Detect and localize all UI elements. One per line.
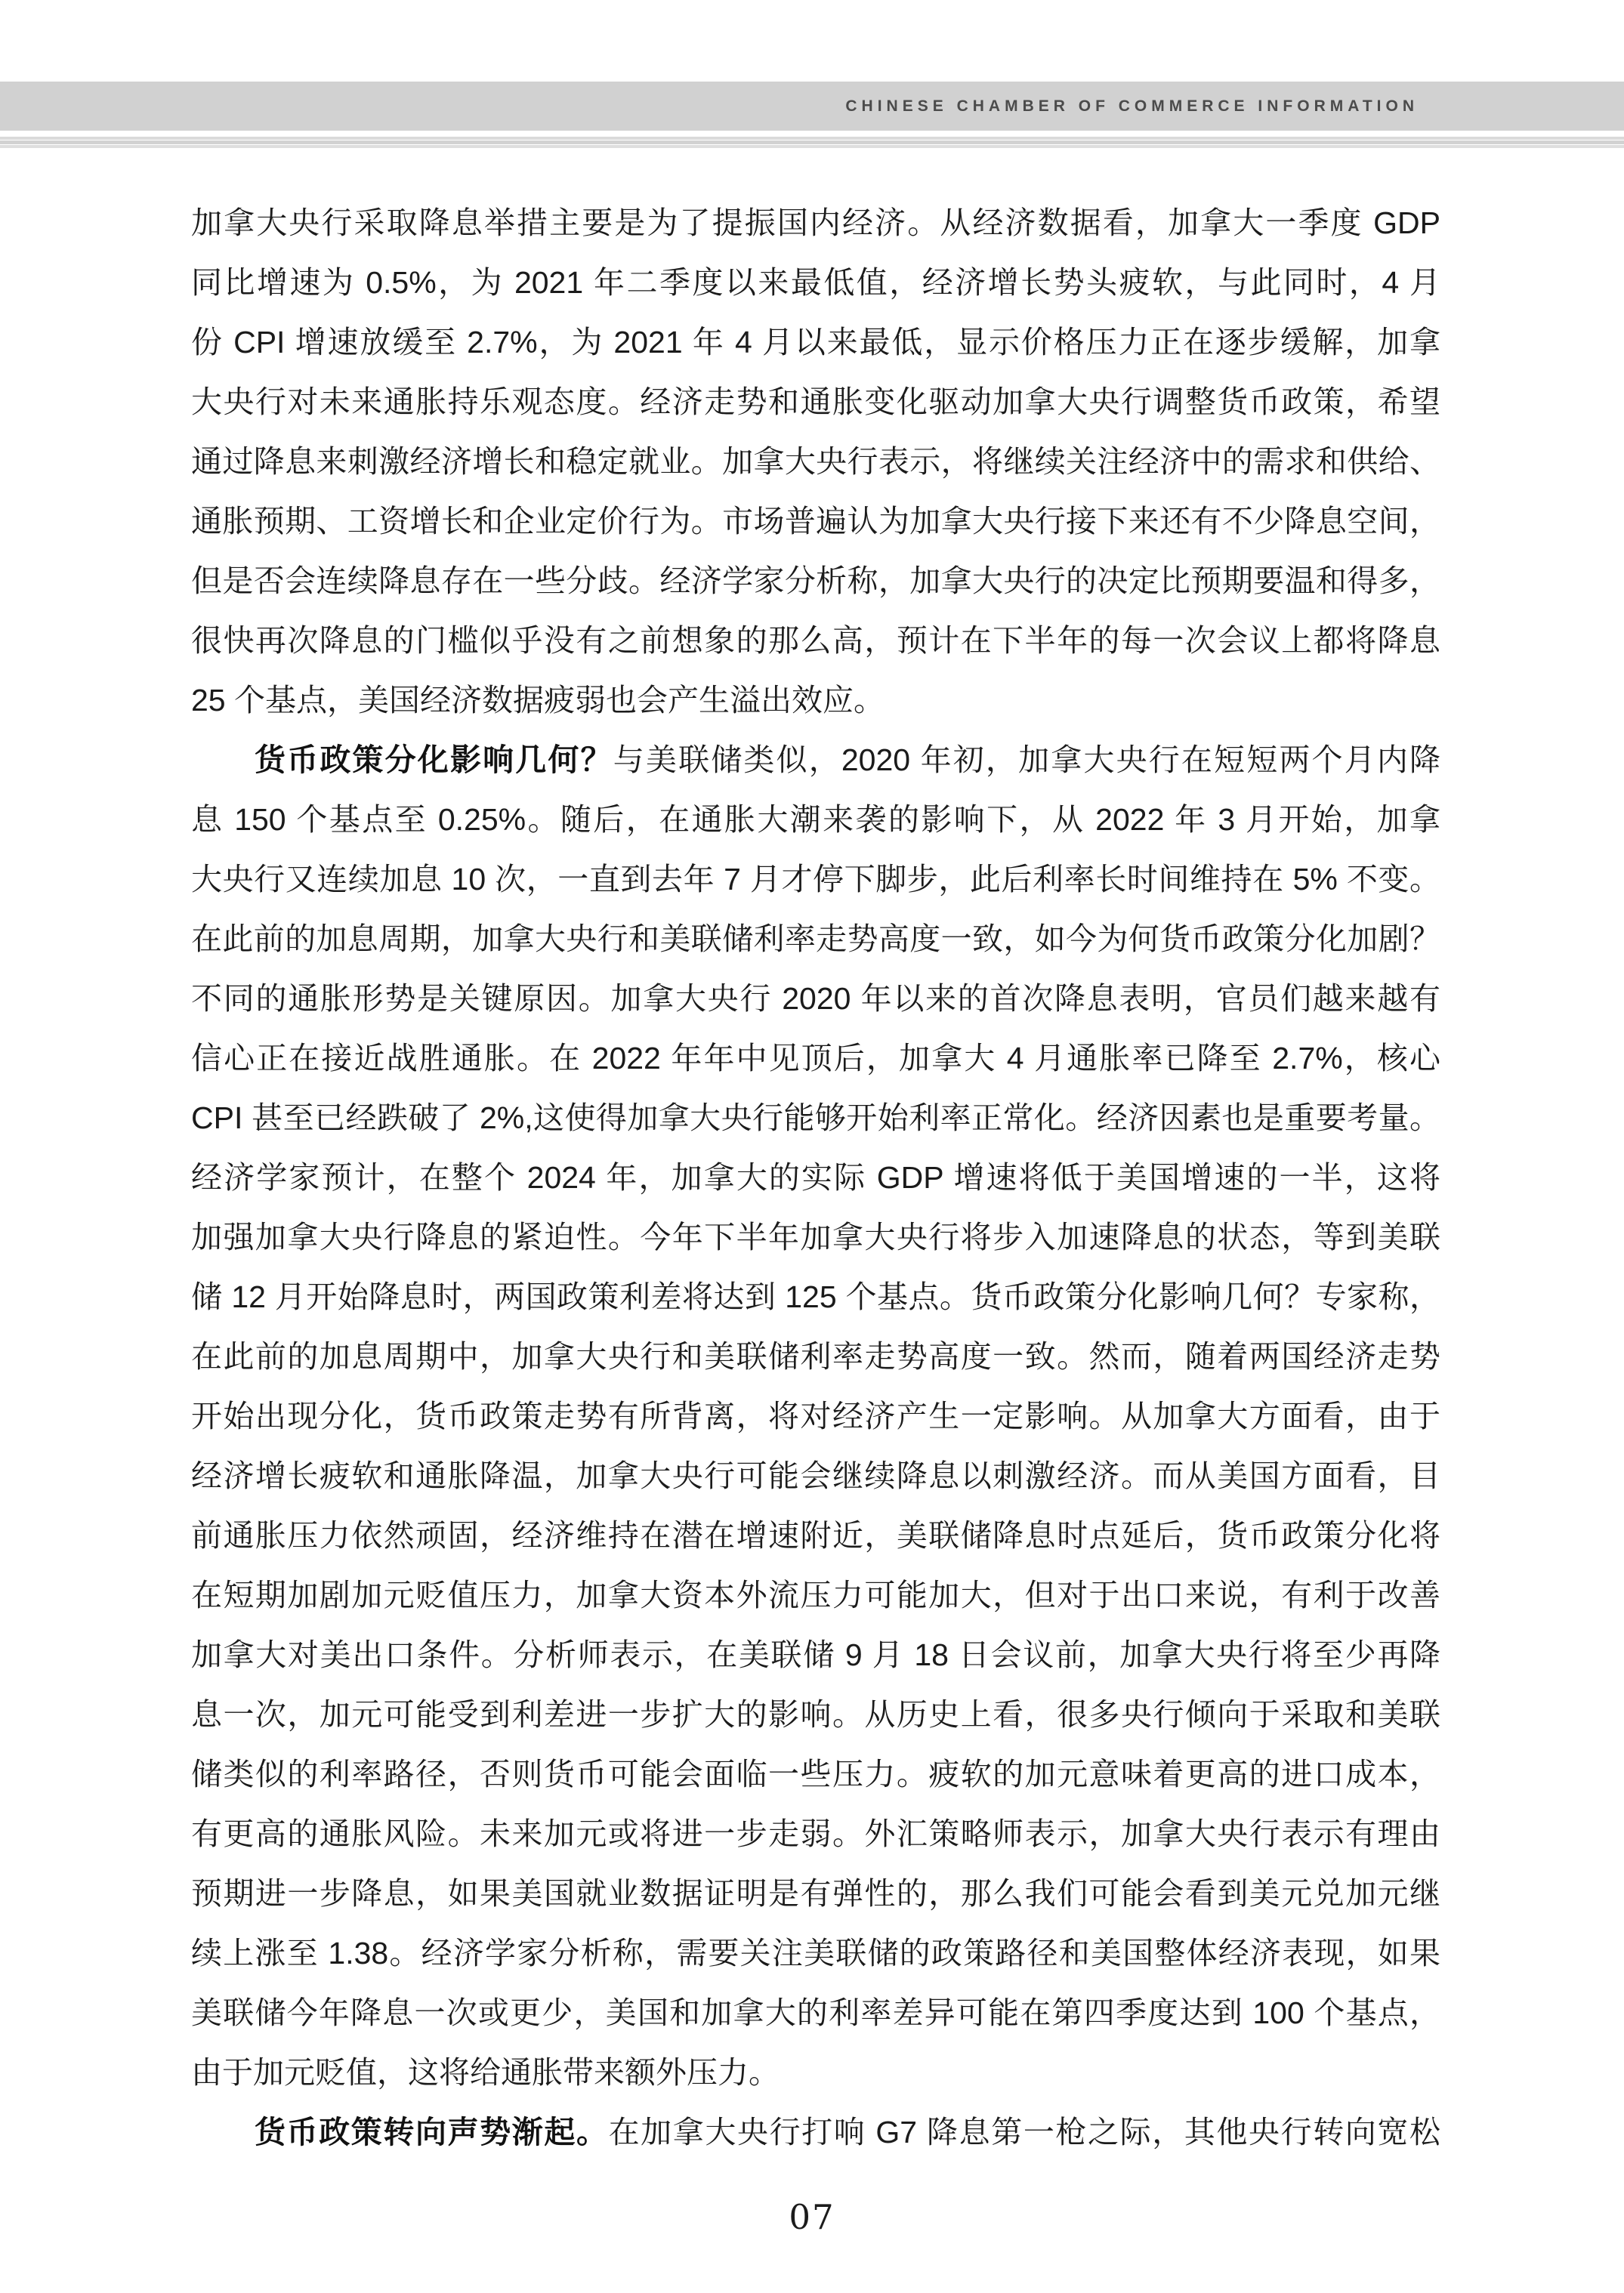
header-banner	[0, 82, 1624, 131]
body-line: 货币政策转向声势渐起。在加拿大央行打响 G7 降息第一枪之际，其他央行转向宽松	[255, 2115, 1440, 2149]
body-line: 在此前的加息周期中，加拿大央行和美联储利率走势高度一致。然而，随着两国经济走势	[191, 1339, 1440, 1374]
body-line: 加拿大央行采取降息举措主要是为了提振国内经济。从经济数据看，加拿大一季度 GDP	[191, 205, 1440, 240]
body-line: 大央行又连续加息 10 次，一直到去年 7 月才停下脚步，此后利率长时间维持在 5% 不变。	[191, 862, 1440, 897]
body-line: 份 CPI 增速放缓至 2.7%，为 2021 年 4 月以来最低，显示价格压力正在逐步缓解，加拿	[191, 325, 1440, 360]
body-line: 息一次，加元可能受到利差进一步扩大的影响。从历史上看，很多央行倾向于采取和美联	[191, 1697, 1440, 1732]
body-line: 25 个基点，美国经济数据疲弱也会产生溢出效应。	[191, 683, 885, 718]
header-divider	[0, 137, 1624, 148]
body-line: 加拿大对美出口条件。分析师表示，在美联储 9 月 18 日会议前，加拿大央行将至少再降	[191, 1637, 1440, 1672]
body-line: 储类似的利率路径，否则货币可能会面临一些压力。疲软的加元意味着更高的进口成本，	[191, 1757, 1440, 1792]
article-body	[191, 193, 1440, 2162]
body-line: 美联储今年降息一次或更少，美国和加拿大的利率差异可能在第四季度达到 100 个基点，	[191, 1995, 1440, 2030]
body-line: 有更高的通胀风险。未来加元或将进一步走弱。外汇策略师表示，加拿大央行表示有理由	[191, 1816, 1440, 1851]
body-line: 由于加元贬值，这将给通胀带来额外压力。	[191, 2055, 780, 2090]
body-line: 续上涨至 1.38。经济学家分析称，需要关注美联储的政策路径和美国整体经济表现，如果	[191, 1936, 1440, 1970]
body-line: 通胀预期、工资增长和企业定价行为。市场普遍认为加拿大央行接下来还有不少降息空间，	[191, 504, 1440, 539]
body-line: 在短期加剧加元贬值压力，加拿大资本外流压力可能加大，但对于出口来说，有利于改善	[191, 1578, 1440, 1613]
body-line: 但是否会连续降息存在一些分歧。经济学家分析称，加拿大央行的决定比预期要温和得多，	[191, 563, 1440, 598]
body-line: 通过降息来刺激经济增长和稳定就业。加拿大央行表示，将继续关注经济中的需求和供给、	[191, 444, 1440, 479]
body-line: 大央行对未来通胀持乐观态度。经济走势和通胀变化驱动加拿大央行调整货币政策，希望	[191, 384, 1440, 419]
body-line: 储 12 月开始降息时，两国政策利差将达到 125 个基点。货币政策分化影响几何？专家称，	[191, 1279, 1440, 1314]
body-line: 预期进一步降息，如果美国就业数据证明是有弹性的，那么我们可能会看到美元兑加元继	[191, 1876, 1440, 1911]
body-line: CPI 甚至已经跌破了 2%,这使得加拿大央行能够开始利率正常化。经济因素也是重要考量。	[191, 1100, 1440, 1135]
body-line: 经济增长疲软和通胀降温，加拿大央行可能会继续降息以刺激经济。而从美国方面看，目	[191, 1458, 1440, 1493]
header-banner-text: CHINESE CHAMBER OF COMMERCE INFORMATION	[845, 97, 1419, 115]
body-line: 信心正在接近战胜通胀。在 2022 年年中见顶后，加拿大 4 月通胀率已降至 2.7%，核心	[191, 1041, 1440, 1076]
body-line: 经济学家预计，在整个 2024 年，加拿大的实际 GDP 增速将低于美国增速的一半，这将	[191, 1160, 1440, 1195]
body-line: 很快再次降息的门槛似乎没有之前想象的那么高，预计在下半年的每一次会议上都将降息	[191, 623, 1440, 658]
body-line: 加强加拿大央行降息的紧迫性。今年下半年加拿大央行将步入加速降息的状态，等到美联	[191, 1220, 1440, 1255]
body-line: 在此前的加息周期，加拿大央行和美联储利率走势高度一致，如今为何货币政策分化加剧？	[191, 921, 1440, 956]
body-line: 开始出现分化，货币政策走势有所背离，将对经济产生一定影响。从加拿大方面看，由于	[191, 1399, 1440, 1434]
body-line: 同比增速为 0.5%，为 2021 年二季度以来最低值，经济增长势头疲软，与此同时，4 月	[191, 265, 1440, 300]
page-number: 07	[789, 2197, 835, 2237]
bold-lead: 货币政策转向声势渐起。	[255, 2115, 609, 2149]
body-line: 息 150 个基点至 0.25%。随后，在通胀大潮来袭的影响下，从 2022 年 3 月开始，加拿	[191, 802, 1440, 837]
body-line: 货币政策分化影响几何？与美联储类似，2020 年初，加拿大央行在短短两个月内降	[255, 742, 1440, 777]
body-line: 前通胀压力依然顽固，经济维持在潜在增速附近，美联储降息时点延后，货币政策分化将	[191, 1518, 1440, 1553]
body-line: 不同的通胀形势是关键原因。加拿大央行 2020 年以来的首次降息表明，官员们越来越有	[191, 981, 1440, 1016]
bold-lead: 货币政策分化影响几何？	[255, 742, 613, 777]
